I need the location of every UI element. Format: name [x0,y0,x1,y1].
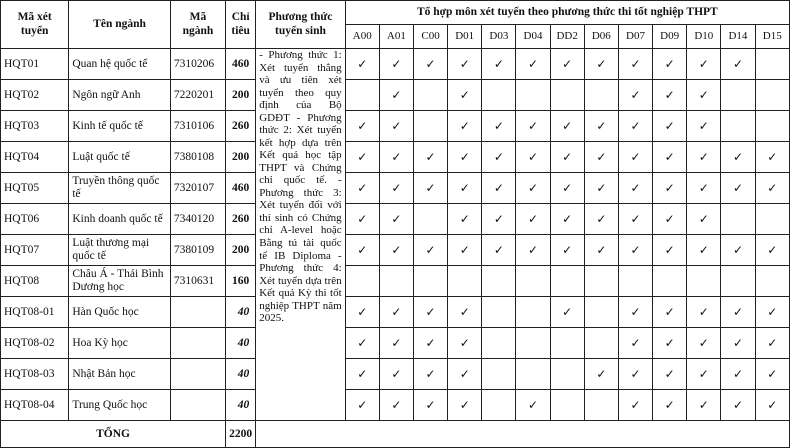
check-d14: ✓ [721,49,755,80]
check-d01: ✓ [448,359,482,390]
check-d04 [516,266,550,297]
check-d15: ✓ [755,390,789,421]
total-row [1,421,790,448]
check-d14 [721,111,755,142]
check-d03: ✓ [482,111,516,142]
check-d14: ✓ [721,297,755,328]
check-a00: ✓ [345,390,379,421]
table-row [1,111,790,142]
check-d09: ✓ [653,142,687,173]
header-major: Tên ngành [69,1,171,49]
table-row [1,80,790,111]
quota-value: 40 [226,297,256,328]
check-dd2: ✓ [550,49,584,80]
major-code: 7380108 [170,142,225,173]
check-d10: ✓ [687,297,721,328]
major-code [170,297,225,328]
table-row [1,390,790,421]
quota-value: 160 [226,266,256,297]
program-name: Hàn Quốc học [69,297,171,328]
check-d04: ✓ [516,49,550,80]
quota-value: 200 [226,80,256,111]
check-d14: ✓ [721,390,755,421]
combo-header-d06: D06 [584,25,618,49]
program-name: Luật thương mại quốc tế [69,235,171,266]
check-d04: ✓ [516,235,550,266]
combo-header-d10: D10 [687,25,721,49]
table-row [1,359,790,390]
program-code: HQT08-03 [1,359,69,390]
check-d06: ✓ [584,142,618,173]
check-d14: ✓ [721,173,755,204]
check-a01: ✓ [379,204,413,235]
combo-header-d15: D15 [755,25,789,49]
check-d14 [721,80,755,111]
header-combo-group: Tổ hợp môn xét tuyển theo phương thức thi tốt nghiệp THPT [345,1,789,25]
check-a00: ✓ [345,49,379,80]
check-d15: ✓ [755,235,789,266]
table-row [1,297,790,328]
check-d01: ✓ [448,80,482,111]
check-d03: ✓ [482,204,516,235]
check-d14: ✓ [721,359,755,390]
check-dd2 [550,359,584,390]
check-d06 [584,297,618,328]
check-d10 [687,266,721,297]
check-c00: ✓ [413,49,447,80]
check-d09: ✓ [653,297,687,328]
header-code: Mã xét tuyển [1,1,69,49]
check-d06 [584,328,618,359]
check-d07: ✓ [618,80,652,111]
check-d09 [653,266,687,297]
table-row [1,142,790,173]
check-d07: ✓ [618,173,652,204]
check-d07 [618,266,652,297]
quota-value: 40 [226,328,256,359]
check-d09: ✓ [653,111,687,142]
check-d06 [584,80,618,111]
program-code: HQT08-04 [1,390,69,421]
check-d04 [516,80,550,111]
check-a01 [379,266,413,297]
check-d01: ✓ [448,204,482,235]
table-row [1,328,790,359]
check-a00: ✓ [345,359,379,390]
quota-value: 200 [226,142,256,173]
check-d04: ✓ [516,173,550,204]
check-d06: ✓ [584,235,618,266]
combo-header-d03: D03 [482,25,516,49]
check-d04: ✓ [516,111,550,142]
program-name: Kinh tế quốc tế [69,111,171,142]
check-d10: ✓ [687,328,721,359]
check-d03 [482,359,516,390]
check-a00 [345,80,379,111]
combo-header-c00: C00 [413,25,447,49]
quota-value: 460 [226,49,256,80]
check-d10: ✓ [687,111,721,142]
check-d07: ✓ [618,328,652,359]
check-d09: ✓ [653,80,687,111]
check-a00 [345,266,379,297]
check-a00: ✓ [345,235,379,266]
check-d04: ✓ [516,204,550,235]
program-code: HQT08-01 [1,297,69,328]
check-d10: ✓ [687,80,721,111]
check-d04: ✓ [516,142,550,173]
program-code: HQT08 [1,266,69,297]
check-d03: ✓ [482,173,516,204]
major-code: 7220201 [170,80,225,111]
check-d01: ✓ [448,173,482,204]
check-d01: ✓ [448,142,482,173]
check-c00: ✓ [413,328,447,359]
check-d07: ✓ [618,235,652,266]
check-d01: ✓ [448,390,482,421]
major-code: 7310206 [170,49,225,80]
program-code: HQT03 [1,111,69,142]
check-a01: ✓ [379,173,413,204]
check-dd2: ✓ [550,111,584,142]
check-d14: ✓ [721,235,755,266]
check-d03 [482,266,516,297]
program-code: HQT04 [1,142,69,173]
check-d15: ✓ [755,328,789,359]
major-code [170,328,225,359]
check-d03: ✓ [482,235,516,266]
check-d03 [482,297,516,328]
check-d09: ✓ [653,328,687,359]
check-d15: ✓ [755,142,789,173]
check-d09: ✓ [653,359,687,390]
check-a01: ✓ [379,235,413,266]
check-d03: ✓ [482,142,516,173]
major-code: 7320107 [170,173,225,204]
check-d10: ✓ [687,142,721,173]
major-code: 7310631 [170,266,225,297]
check-d09: ✓ [653,49,687,80]
check-d04 [516,297,550,328]
check-d03 [482,80,516,111]
quota-value: 40 [226,359,256,390]
total-label: TỔNG [1,421,226,448]
check-d04 [516,359,550,390]
program-name: Ngôn ngữ Anh [69,80,171,111]
combo-header-d09: D09 [653,25,687,49]
check-c00: ✓ [413,235,447,266]
check-d01: ✓ [448,297,482,328]
program-name: Luật quốc tế [69,142,171,173]
table-row [1,173,790,204]
check-d15 [755,49,789,80]
check-d06 [584,266,618,297]
check-a00: ✓ [345,142,379,173]
major-code [170,359,225,390]
check-d14 [721,266,755,297]
check-d10: ✓ [687,359,721,390]
check-d06: ✓ [584,204,618,235]
check-d10: ✓ [687,390,721,421]
check-c00: ✓ [413,142,447,173]
program-name: Nhật Bản học [69,359,171,390]
check-d01: ✓ [448,111,482,142]
check-dd2 [550,266,584,297]
quota-value: 260 [226,204,256,235]
program-code: HQT02 [1,80,69,111]
check-a00: ✓ [345,173,379,204]
total-quota: 2200 [226,421,256,448]
header-method: Phương thức tuyển sinh [256,1,345,49]
table-row [1,266,790,297]
check-d06: ✓ [584,49,618,80]
quota-value: 460 [226,173,256,204]
check-a00: ✓ [345,204,379,235]
table-row [1,49,790,80]
check-a00: ✓ [345,111,379,142]
check-d03 [482,390,516,421]
program-code: HQT07 [1,235,69,266]
program-code: HQT06 [1,204,69,235]
check-c00: ✓ [413,173,447,204]
quota-value: 200 [226,235,256,266]
program-name: Kinh doanh quốc tế [69,204,171,235]
table-row [1,235,790,266]
check-d09: ✓ [653,235,687,266]
check-d15 [755,80,789,111]
check-d01: ✓ [448,49,482,80]
check-d01: ✓ [448,328,482,359]
major-code: 7310106 [170,111,225,142]
check-a01: ✓ [379,359,413,390]
check-d10: ✓ [687,49,721,80]
check-a00: ✓ [345,328,379,359]
check-dd2: ✓ [550,142,584,173]
check-d07: ✓ [618,111,652,142]
check-a01: ✓ [379,390,413,421]
major-code: 7340120 [170,204,225,235]
check-d07: ✓ [618,359,652,390]
check-d09: ✓ [653,390,687,421]
total-empty [256,421,790,448]
program-name: Truyền thông quốc tế [69,173,171,204]
check-a01: ✓ [379,297,413,328]
check-dd2 [550,80,584,111]
check-d01 [448,266,482,297]
check-d03 [482,328,516,359]
table-row [1,204,790,235]
check-d06: ✓ [584,111,618,142]
major-code: 7380109 [170,235,225,266]
combo-header-a01: A01 [379,25,413,49]
program-name: Châu Á - Thái Bình Dương học [69,266,171,297]
check-d15: ✓ [755,173,789,204]
combo-header-d04: D04 [516,25,550,49]
check-d15: ✓ [755,359,789,390]
check-d10: ✓ [687,235,721,266]
check-d07: ✓ [618,142,652,173]
combo-header-a00: A00 [345,25,379,49]
check-dd2: ✓ [550,204,584,235]
check-d03: ✓ [482,49,516,80]
check-c00 [413,111,447,142]
program-code: HQT08-02 [1,328,69,359]
check-d15: ✓ [755,297,789,328]
check-d04: ✓ [516,390,550,421]
check-a00: ✓ [345,297,379,328]
check-a01: ✓ [379,80,413,111]
check-d01: ✓ [448,235,482,266]
header-major-code: Mã ngành [170,1,225,49]
program-name: Hoa Kỳ học [69,328,171,359]
check-d04 [516,328,550,359]
check-d15 [755,111,789,142]
check-dd2: ✓ [550,173,584,204]
check-c00: ✓ [413,359,447,390]
check-a01: ✓ [379,142,413,173]
check-d07: ✓ [618,49,652,80]
check-c00 [413,80,447,111]
check-d15 [755,204,789,235]
check-c00 [413,266,447,297]
major-code [170,390,225,421]
check-c00: ✓ [413,297,447,328]
program-code: HQT01 [1,49,69,80]
combo-header-d14: D14 [721,25,755,49]
check-a01: ✓ [379,328,413,359]
check-d14: ✓ [721,328,755,359]
check-d15 [755,266,789,297]
check-d07: ✓ [618,297,652,328]
program-name: Trung Quốc học [69,390,171,421]
combo-header-d01: D01 [448,25,482,49]
admission-methods: - Phương thức 1: Xét tuyển thẳng và ưu tiên xét tuyển theo quy định của Bộ GDĐT - Phương thức 2: Xét tuyển kết hợp dựa trên Kết quả học tập THPT và Chứng chỉ quốc tế. - Phương thức 3: Xét tuyển đối với thí sinh có Chứng chỉ A-level hoặc Bằng tú tài quốc tế IB Diploma - Phương thức 4: Xét tuyển dựa trên Kết quả Kỳ thi tốt nghiệp THPT năm 2025. [256,49,345,421]
header-quota: Chỉ tiêu [226,1,256,49]
check-d06: ✓ [584,359,618,390]
check-c00: ✓ [413,390,447,421]
program-name: Quan hệ quốc tế [69,49,171,80]
check-d06 [584,390,618,421]
check-dd2 [550,390,584,421]
program-code: HQT05 [1,173,69,204]
check-dd2: ✓ [550,235,584,266]
check-d14 [721,204,755,235]
check-dd2 [550,328,584,359]
quota-value: 260 [226,111,256,142]
check-d07: ✓ [618,390,652,421]
check-c00 [413,204,447,235]
check-d07: ✓ [618,204,652,235]
check-d09: ✓ [653,173,687,204]
check-d14: ✓ [721,142,755,173]
check-a01: ✓ [379,111,413,142]
combo-header-d07: D07 [618,25,652,49]
combo-header-dd2: DD2 [550,25,584,49]
check-d10: ✓ [687,173,721,204]
quota-value: 40 [226,390,256,421]
check-a01: ✓ [379,49,413,80]
check-d10: ✓ [687,204,721,235]
check-dd2: ✓ [550,297,584,328]
check-d09: ✓ [653,204,687,235]
check-d06: ✓ [584,173,618,204]
